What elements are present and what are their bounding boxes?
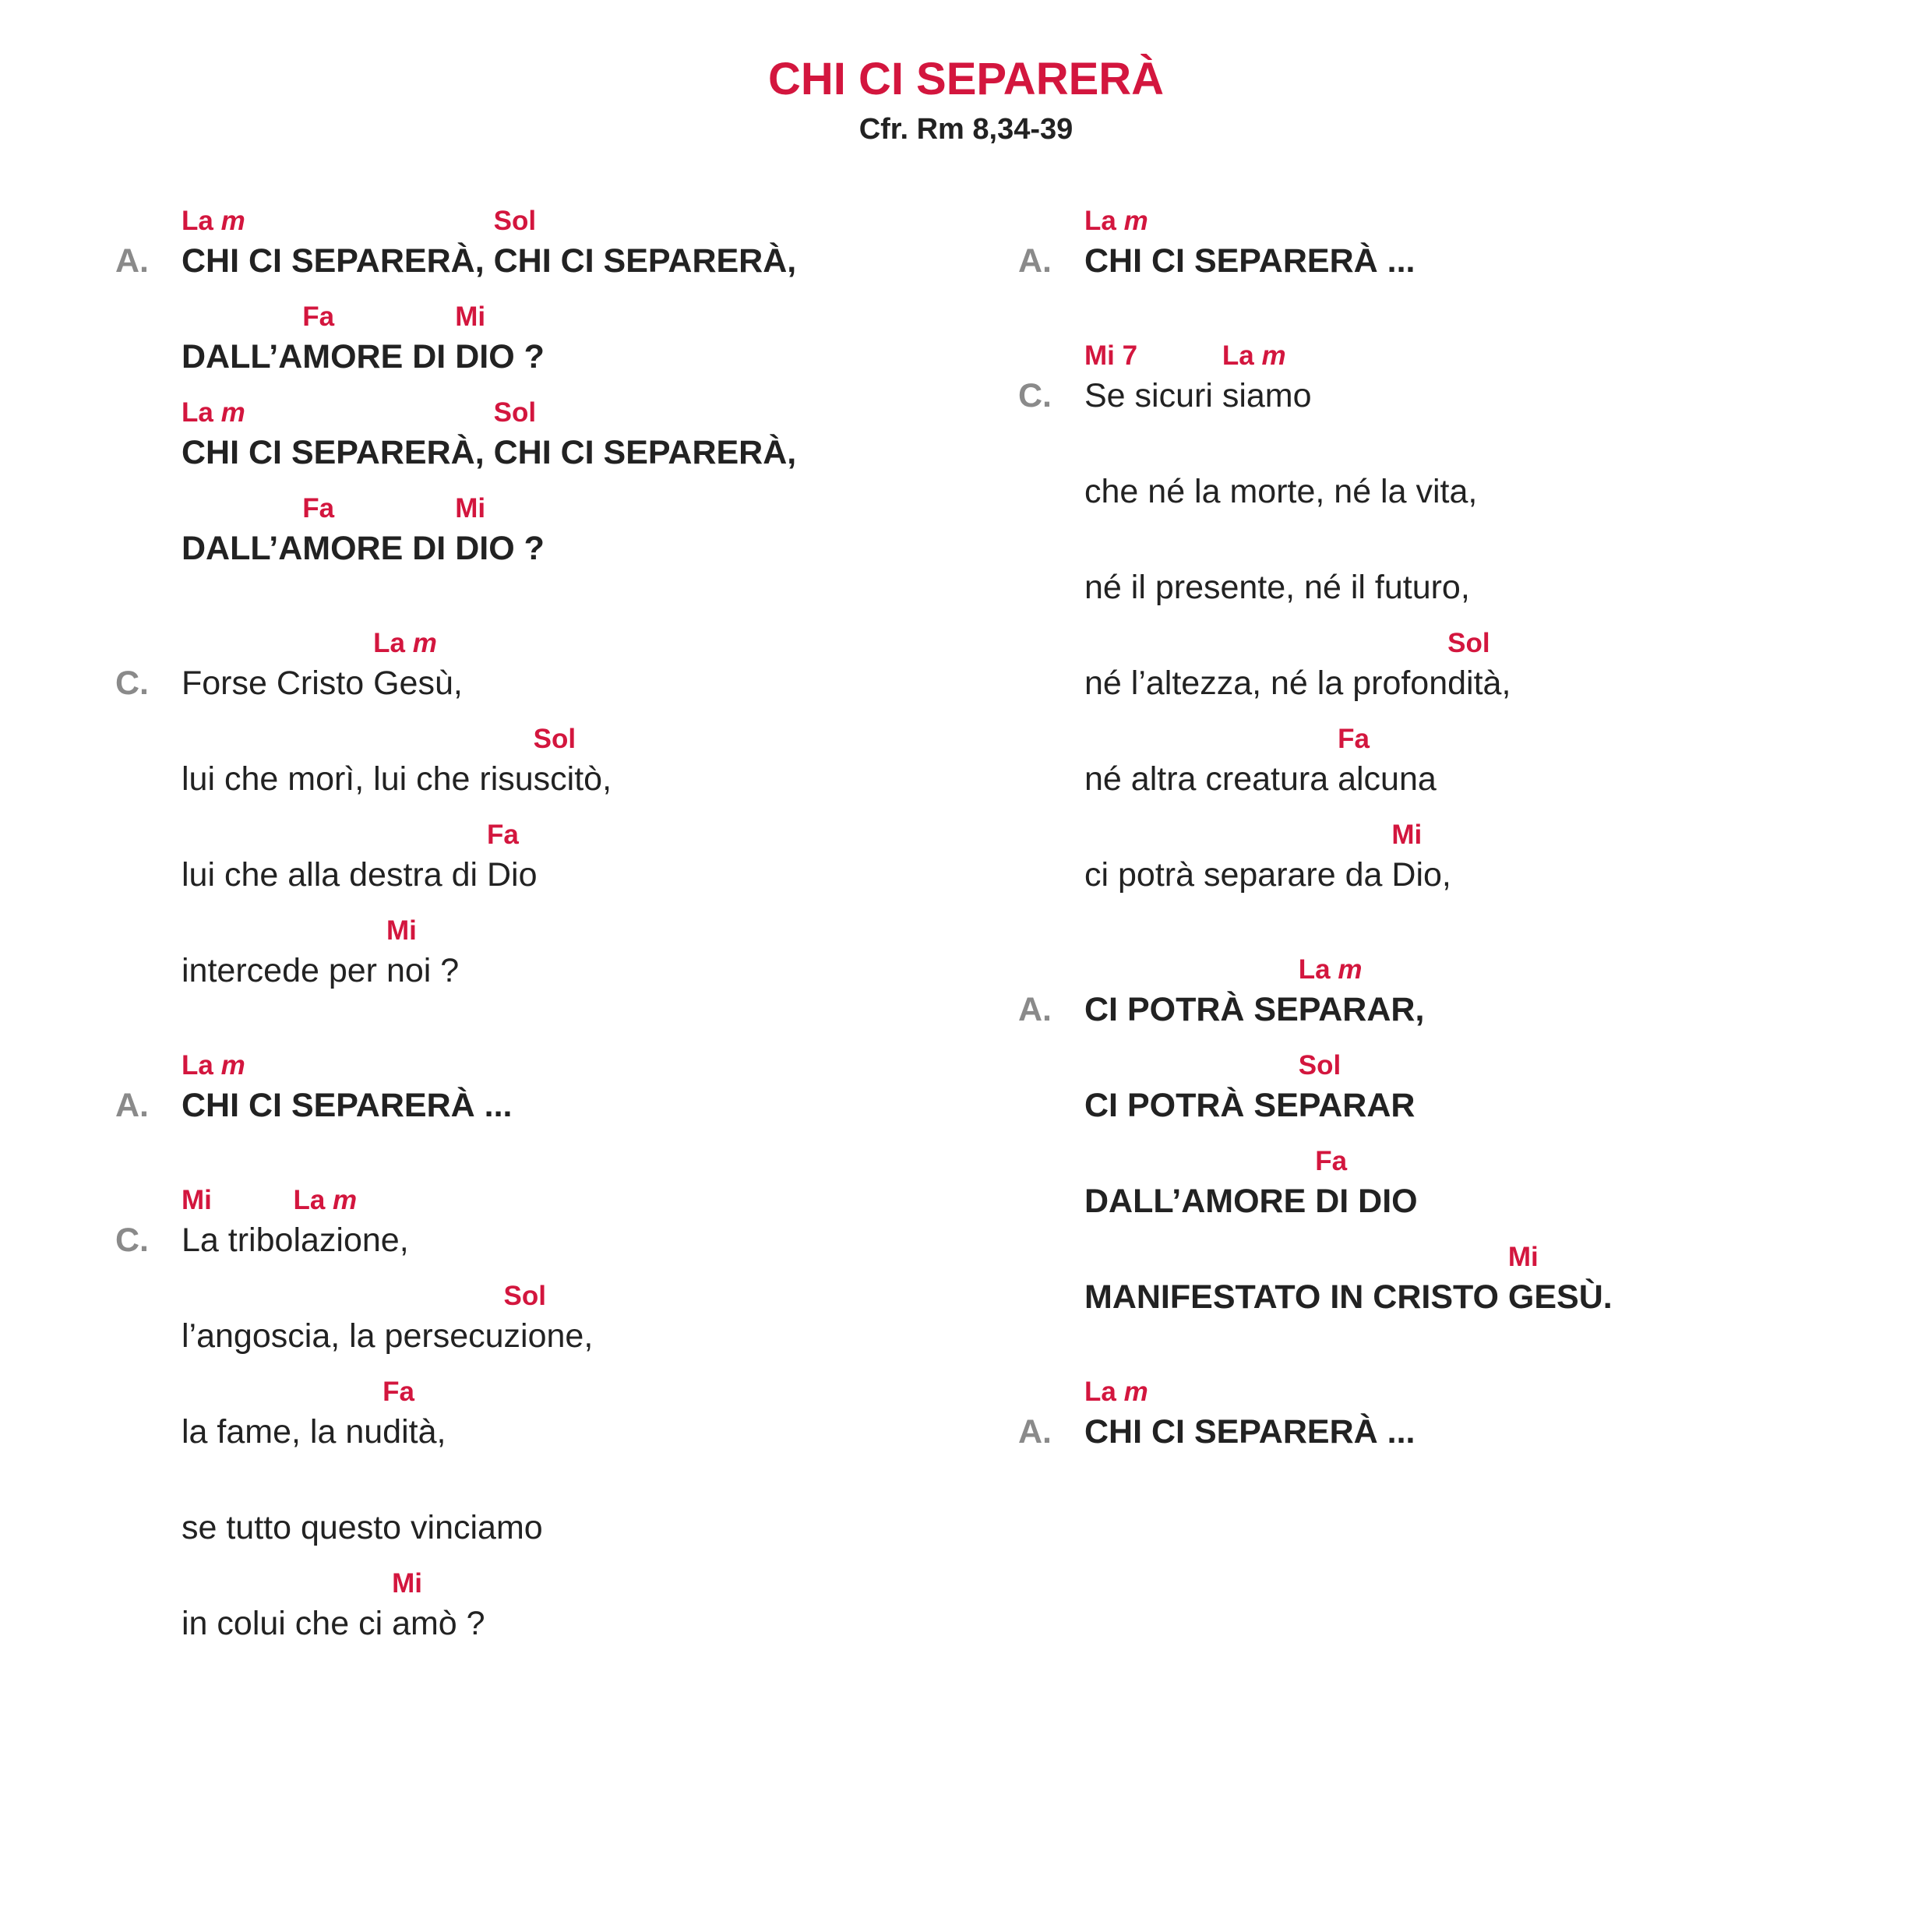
- chord-label: [455, 495, 485, 522]
- chord-label: [487, 821, 519, 848]
- lyric-text: intercede per: [182, 952, 386, 989]
- left-column: [115, 204, 933, 1662]
- lyric-text: dità,: [383, 1413, 446, 1451]
- lyric-segment: [1084, 571, 1470, 605]
- lyric-segment: [182, 1050, 513, 1124]
- lyric-segment: [1222, 340, 1312, 414]
- lyric-segment: [1298, 954, 1425, 1028]
- chord-root: La: [182, 1050, 213, 1081]
- lyric-line: [1084, 204, 1875, 278]
- chord-label: [1299, 956, 1363, 983]
- lyric-text: CHI CI SEPARERÀ,: [182, 242, 494, 280]
- chord-root: La: [1084, 1377, 1116, 1407]
- lyric-text: DI DIO: [1315, 1183, 1418, 1220]
- lyric-segment: [1084, 760, 1338, 798]
- lyric-segment: [302, 493, 456, 567]
- chord-label: [182, 207, 245, 234]
- lyric-text: né il presente, né il futuro,: [1084, 569, 1470, 606]
- lyric-text: amò ?: [392, 1605, 485, 1642]
- lyric-segment: [1391, 820, 1451, 894]
- stanza-marker: C.: [115, 1222, 149, 1259]
- lyric-segment: [182, 1317, 504, 1355]
- lyric-segment: [503, 1281, 594, 1355]
- lyric-text: DIO ?: [455, 338, 545, 375]
- lyric-segment: [1084, 993, 1299, 1027]
- lyric-segment: [1315, 1146, 1418, 1220]
- lyric-segment: [1084, 475, 1477, 509]
- chord-root: Mi: [455, 493, 486, 524]
- lyric-line: [182, 1567, 933, 1641]
- chord-quality: m: [1123, 1377, 1148, 1407]
- lyric-segment: [1507, 1242, 1613, 1316]
- lyric-line: [182, 300, 933, 374]
- chord-root: La: [1298, 954, 1331, 985]
- assembly-stanza: [115, 1049, 933, 1123]
- lyric-line: [182, 1049, 933, 1123]
- chord-root: Mi: [182, 1185, 212, 1215]
- lyric-line: [182, 914, 933, 988]
- chord-root: Fa: [1338, 724, 1370, 754]
- lyric-line: [1084, 626, 1875, 700]
- lyric-segment: [383, 1377, 446, 1451]
- lyric-line: [182, 1279, 933, 1353]
- chord-label: [302, 303, 334, 330]
- stanza-marker: A.: [115, 1087, 149, 1124]
- lyric-text: DALL’A: [182, 530, 303, 567]
- song-title: CHI CI SEPARERÀ: [767, 54, 1165, 104]
- lyric-line: [182, 626, 933, 700]
- chord-root: Sol: [503, 1281, 546, 1311]
- cantor-stanza: [115, 1183, 933, 1641]
- chord-label: [1084, 1378, 1148, 1405]
- lyric-segment: [493, 206, 797, 280]
- lyric-segment: [182, 858, 487, 892]
- chord-root: Fa: [487, 820, 519, 850]
- lyric-text: CHI CI SEPARERÀ ...: [1084, 1413, 1416, 1451]
- chord-label: [1299, 1052, 1341, 1079]
- lyric-segment: [182, 1413, 383, 1451]
- stanza-marker: A.: [1018, 242, 1052, 280]
- chord-quality: m: [333, 1185, 358, 1215]
- chord-label: [1084, 342, 1137, 369]
- chord-label: [1222, 342, 1286, 369]
- lyric-segment: [373, 628, 463, 702]
- lyric-line: [182, 1183, 933, 1257]
- lyric-text: alcuna: [1338, 760, 1437, 798]
- lyric-segment: [487, 820, 538, 894]
- lyric-text: MORE DI: [302, 338, 456, 375]
- chord-root: Mi: [1507, 1242, 1539, 1272]
- chord-root: Fa: [302, 493, 335, 524]
- lyric-segment: [1084, 858, 1391, 892]
- lyric-line: [1084, 435, 1875, 509]
- lyric-segment: [1084, 340, 1222, 414]
- lyric-text: DALL’AMORE: [1084, 1183, 1316, 1220]
- lyric-line: [182, 204, 933, 278]
- cantor-stanza: [115, 626, 933, 988]
- stanza-gap: [1018, 300, 1875, 339]
- lyric-line: [1084, 1049, 1875, 1123]
- chord-quality: m: [1338, 954, 1363, 985]
- lyric-text: PARAR,: [1298, 991, 1425, 1028]
- lyric-segment: [182, 667, 373, 700]
- lyric-segment: [182, 1607, 392, 1641]
- lyric-text: la fame, la nu: [182, 1413, 383, 1451]
- lyric-segment: [182, 954, 386, 988]
- lyric-text: Gesù,: [373, 665, 463, 702]
- stanza-gap: [115, 587, 933, 626]
- lyric-text: né altra creatura: [1084, 760, 1338, 798]
- lyric-line: [182, 492, 933, 566]
- stanza-marker: A.: [1018, 991, 1052, 1028]
- assembly-stanza: [1018, 204, 1875, 278]
- lyric-segment: [392, 1568, 485, 1642]
- lyric-text: CHI CI SEPARERÀ,: [493, 434, 797, 471]
- chord-root: Sol: [533, 724, 576, 754]
- stanza-marker: C.: [1018, 377, 1052, 414]
- chord-label: [293, 1186, 357, 1214]
- chord-label: [182, 399, 245, 426]
- chord-label: [182, 1186, 212, 1214]
- lyric-segment: [533, 724, 612, 798]
- chord-label: [1315, 1148, 1347, 1175]
- lyric-text: lui che morì, lui che risu: [182, 760, 534, 798]
- lyric-text: in colui che ci: [182, 1605, 393, 1642]
- lyric-segment: [455, 493, 545, 567]
- lyric-segment: [182, 397, 494, 471]
- right-column: [1018, 204, 1875, 1471]
- lyric-text: l’angoscia, la persecu: [182, 1317, 504, 1355]
- lyric-segment: [1298, 1050, 1416, 1124]
- chord-quality: m: [220, 1050, 245, 1081]
- lyric-text: PARAR: [1298, 1087, 1416, 1124]
- chord-root: Sol: [1298, 1050, 1341, 1081]
- assembly-stanza: [115, 204, 933, 566]
- chord-label: [1338, 725, 1370, 753]
- lyric-segment: [182, 1511, 543, 1545]
- lyric-segment: [493, 397, 797, 471]
- stanza-marker: A.: [1018, 1413, 1052, 1451]
- lyric-line: [1084, 953, 1875, 1027]
- lyric-segment: [302, 301, 456, 375]
- lyric-line: [1084, 1375, 1875, 1449]
- lyric-segment: [1084, 1089, 1299, 1123]
- lyric-line: [1084, 818, 1875, 892]
- lyric-text: noi ?: [386, 952, 460, 989]
- chord-root: Fa: [1315, 1146, 1348, 1176]
- chord-root: Mi: [455, 301, 486, 332]
- lyric-text: lui che alla destra di: [182, 856, 487, 894]
- chord-root: Mi: [1391, 820, 1423, 850]
- lyric-line: [182, 722, 933, 796]
- lyric-segment: [182, 1185, 294, 1259]
- chord-root: Sol: [1447, 628, 1490, 658]
- stanza-gap: [1018, 1336, 1875, 1375]
- lyric-text: Dio: [487, 856, 538, 894]
- lyric-text: lazione,: [293, 1222, 409, 1259]
- lyric-line: [1084, 722, 1875, 796]
- lyric-segment: [1084, 667, 1447, 700]
- scripture-reference: Cfr. Rm 8,34-39: [858, 113, 1074, 146]
- lyric-text: CI POTRÀ SE: [1084, 991, 1299, 1028]
- lyric-text: Dio,: [1391, 856, 1451, 894]
- chord-root: La: [182, 397, 213, 428]
- chord-root: La: [1222, 340, 1254, 371]
- lyric-segment: [1338, 724, 1437, 798]
- lyric-segment: [1084, 206, 1416, 280]
- chord-root: Fa: [383, 1377, 415, 1407]
- stanza-gap: [1018, 914, 1875, 953]
- lyric-segment: [1084, 1185, 1315, 1218]
- lyric-segment: [182, 206, 494, 280]
- chord-root: La: [1084, 206, 1116, 236]
- chord-label: [383, 1378, 414, 1405]
- lyric-text: DIO ?: [455, 530, 545, 567]
- lyric-text: CHI CI SEPARERÀ ...: [1084, 242, 1416, 280]
- lyric-text: scitò,: [533, 760, 612, 798]
- chord-quality: m: [1261, 340, 1286, 371]
- chord-root: La: [373, 628, 405, 658]
- chord-label: [1391, 821, 1422, 848]
- chord-label: [1508, 1243, 1539, 1271]
- lyric-text: Forse Cristo: [182, 665, 374, 702]
- chord-label: [504, 1282, 546, 1310]
- chord-root: La: [182, 206, 213, 236]
- lyric-line: [1084, 1144, 1875, 1218]
- lyric-text: ci potrà separare da: [1084, 856, 1392, 894]
- lyric-line: [1084, 531, 1875, 605]
- chord-quality: m: [220, 397, 245, 428]
- chord-label: [386, 917, 417, 944]
- chord-label: [373, 629, 437, 657]
- chord-label: [1447, 629, 1490, 657]
- chord-label: [455, 303, 485, 330]
- lyric-line: [182, 818, 933, 892]
- chord-root: Sol: [493, 206, 537, 236]
- chord-label: [494, 399, 536, 426]
- lyric-text: MORE DI: [302, 530, 456, 567]
- lyric-segment: [455, 301, 545, 375]
- chord-label: [302, 495, 334, 522]
- lyric-segment: [182, 760, 534, 798]
- lyric-line: [1084, 1240, 1875, 1314]
- lyric-text: zione,: [503, 1317, 594, 1355]
- lyric-text: La tribo: [182, 1222, 294, 1259]
- lyric-text: CHI CI SEPARERÀ,: [493, 242, 797, 280]
- lyric-text: che né la morte, né la vita,: [1084, 473, 1478, 510]
- chord-label: [494, 207, 536, 234]
- chord-quality: m: [220, 206, 245, 236]
- chord-label: [182, 1052, 245, 1079]
- lyric-text: dità,: [1447, 665, 1511, 702]
- lyric-text: CHI CI SEPARERÀ,: [182, 434, 494, 471]
- assembly-stanza: [1018, 1375, 1875, 1449]
- stanza-gap: [115, 1144, 933, 1183]
- lyric-segment: [386, 915, 460, 989]
- lyric-text: siamo: [1222, 377, 1312, 414]
- assembly-stanza: [1018, 953, 1875, 1314]
- lyric-line: [182, 1375, 933, 1449]
- lyric-segment: [1084, 1377, 1416, 1451]
- chord-root: Sol: [493, 397, 537, 428]
- chord-root: Fa: [302, 301, 335, 332]
- lyric-segment: [1447, 628, 1511, 702]
- lyric-text: CHI CI SEPARERÀ ...: [182, 1087, 513, 1124]
- lyric-text: se tutto questo vinciamo: [182, 1509, 543, 1546]
- lyric-line: [1084, 339, 1875, 413]
- chord-quality: m: [1123, 206, 1148, 236]
- stanza-marker: C.: [115, 665, 149, 702]
- cantor-stanza: [1018, 339, 1875, 892]
- chord-label: [392, 1570, 422, 1597]
- chord-root: Mi: [392, 1568, 422, 1599]
- chord-root: Mi 7: [1084, 340, 1138, 371]
- stanza-gap: [115, 1010, 933, 1049]
- chord-quality: m: [412, 628, 437, 658]
- lyric-line: [182, 396, 933, 470]
- chord-label: [1084, 207, 1148, 234]
- lyric-text: CI POTRÀ SE: [1084, 1087, 1299, 1124]
- lyric-segment: [182, 340, 302, 374]
- chord-root: Mi: [386, 915, 417, 946]
- lyric-text: GESÙ.: [1507, 1278, 1613, 1316]
- lyric-segment: [1084, 1278, 1508, 1316]
- lyric-segment: [182, 532, 302, 566]
- lyric-text: né l’altezza, né la profon: [1084, 665, 1448, 702]
- lyric-text: DALL’A: [182, 338, 303, 375]
- stanza-marker: A.: [115, 242, 149, 280]
- lyric-text: Se sicuri: [1084, 377, 1222, 414]
- chord-root: La: [293, 1185, 326, 1215]
- lyric-text: MANIFESTATO IN CRISTO: [1084, 1278, 1508, 1316]
- chord-label: [534, 725, 576, 753]
- lyric-line: [182, 1471, 933, 1545]
- lyric-segment: [293, 1185, 409, 1259]
